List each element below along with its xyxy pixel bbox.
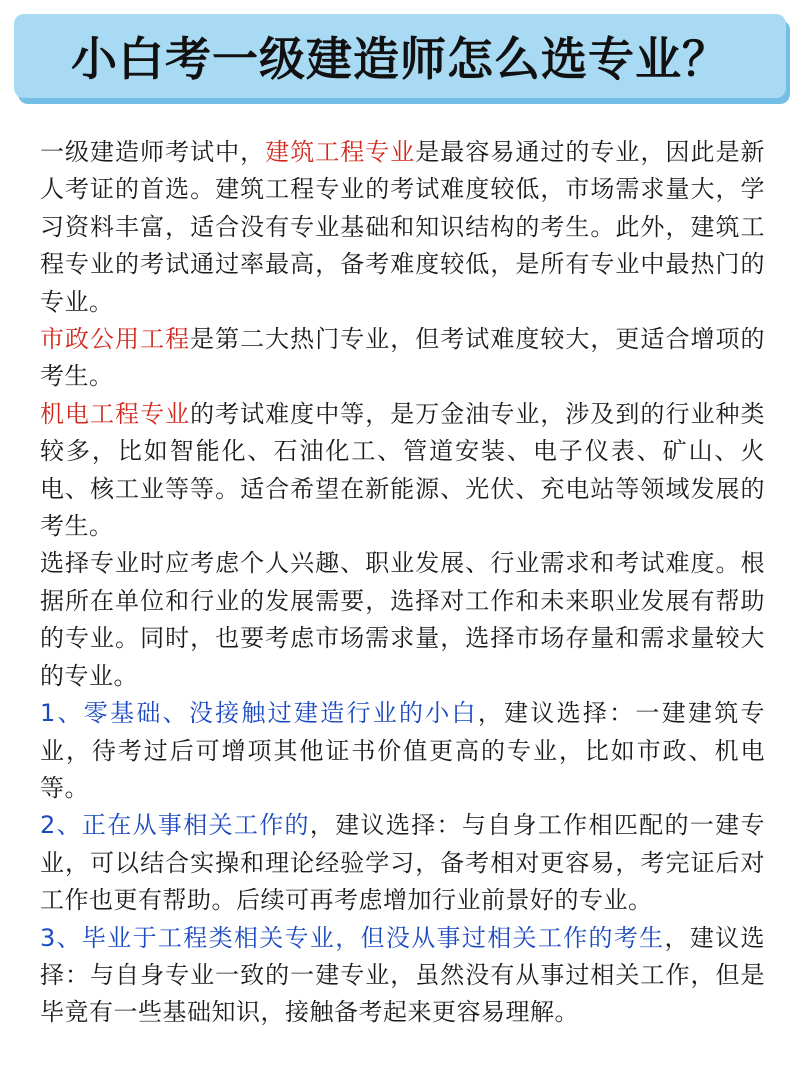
highlight-advice-1: 1、零基础、没接触过建造行业的小白	[40, 699, 478, 728]
article-body	[40, 134, 765, 1032]
highlight-mechanical: 机电工程专业	[40, 399, 191, 428]
text-segment: 是第二大热门专业，但考试难度较大，更适合增项的考生。	[40, 325, 766, 391]
text-segment: 的考试难度中等，是万金油专业，涉及到的行业种类较多，比如智能化、石油化工、管道安装、电子仪表、矿山、火电、核工业等等。适合希望在新能源、光伏、充电站等领域发展的考生。	[40, 399, 766, 541]
highlight-advice-3: 3、毕业于工程类相关专业，但没从事过相关工作的考生	[40, 923, 665, 952]
highlight-municipal: 市政公用工程	[40, 325, 191, 354]
paragraph-advice-2	[40, 807, 765, 919]
paragraph-architecture	[40, 134, 765, 321]
paragraph-advice-3	[40, 920, 765, 1032]
text-segment: 是最容易通过的专业，因此是新人考证的首选。建筑工程专业的考试难度较低，市场需求量大，学习资料丰富，适合没有专业基础和知识结构的考生。此外，建筑工程专业的考试通过率最高，备考难度较低，是所有专业中最热门的专业。	[40, 138, 766, 316]
page-title: 小白考一级建造师怎么选专业？	[71, 32, 729, 86]
highlight-advice-2: 2、正在从事相关工作的	[40, 811, 310, 840]
paragraph-municipal	[40, 321, 765, 396]
highlight-architecture: 建筑工程专业	[265, 138, 416, 166]
title-banner	[14, 14, 786, 102]
paragraph-considerations	[40, 545, 765, 695]
text-segment: ，建议选择：与自身工作相匹配的一建专业，可以结合实操和理论经验学习，备考相对更容易，考完证后对工作也更有帮助。后续可再考虑增加行业前景好的专业。	[40, 811, 765, 915]
paragraph-advice-1	[40, 695, 765, 807]
text-segment: ，建议选择：与自身专业一致的一建专业，虽然没有从事过相关工作，但是毕竟有一些基础知识，接触备考起来更容易理解。	[40, 923, 765, 1027]
text-segment: 选择专业时应考虑个人兴趣、职业发展、行业需求和考试难度。根据所在单位和行业的发展需要，选择对工作和未来职业发展有帮助的专业。同时，也要考虑市场需求量，选择市场存量和需求量较大的专业。	[40, 549, 765, 690]
paragraph-mechanical	[40, 396, 765, 546]
text-segment: ，建议选择：一建建筑专业，待考过后可增项其他证书价值更高的专业，比如市政、机电等。	[40, 699, 766, 802]
text-segment: 一级建造师考试中，	[40, 138, 266, 166]
